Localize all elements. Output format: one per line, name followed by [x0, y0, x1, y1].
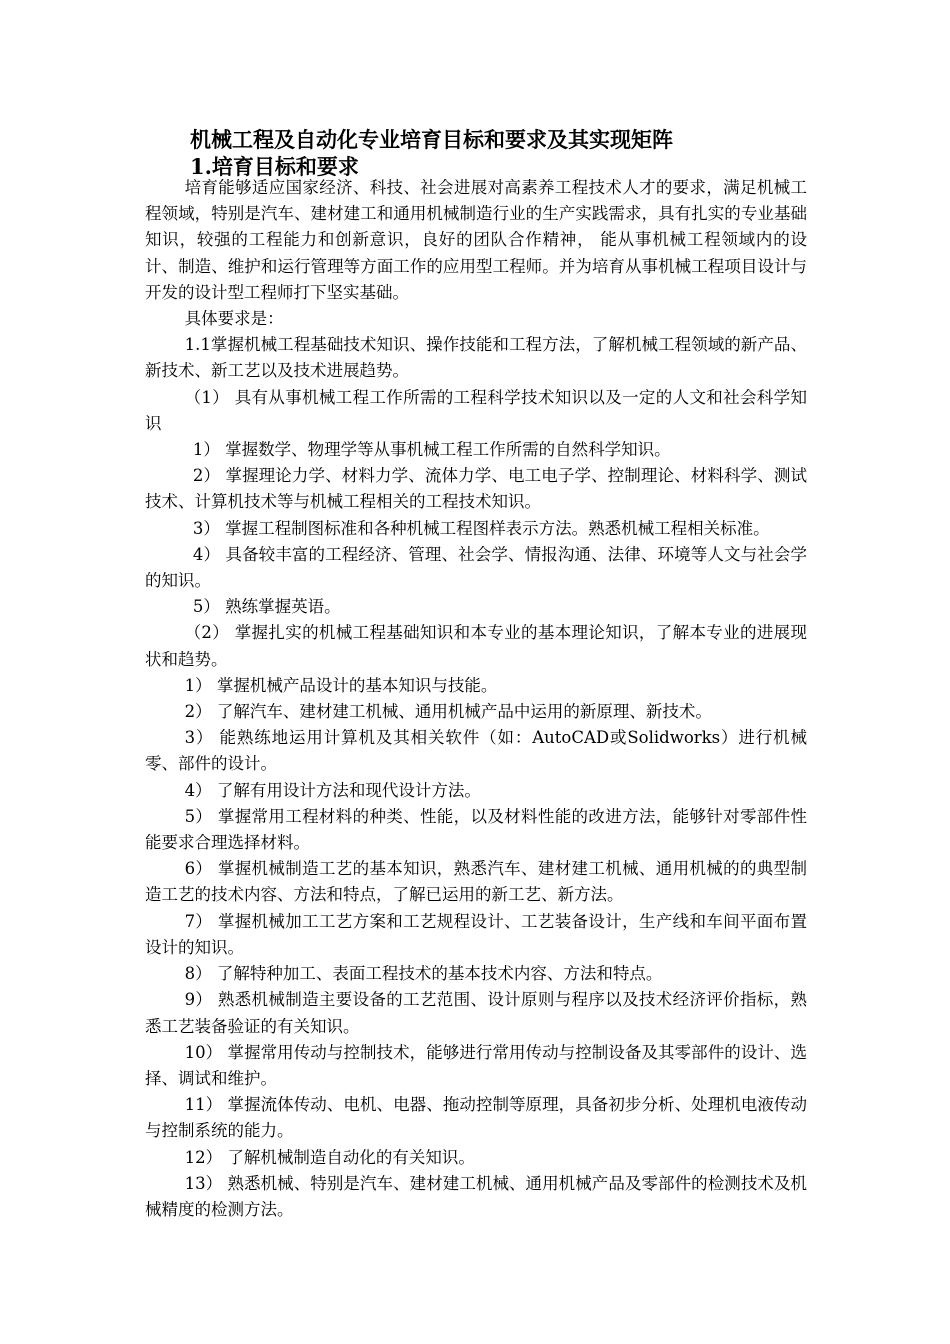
- paragraph-item: 11） 掌握流体传动、电机、电器、拖动控制等原理，具备初步分析、处理机电液传动与控制系统的能力。: [145, 1095, 807, 1141]
- paragraph-item: 8） 了解特种加工、表面工程技术的基本技术内容、方法和特点。: [184, 964, 663, 984]
- paragraph-req-group-1: （1） 具有从事机械工程工作所需的工程科学技术知识以及一定的人文和社会科学知识: [145, 387, 807, 433]
- paragraph-item: 1） 掌握数学、物理学等从事机械工程工作所需的自然科学知识。: [192, 440, 671, 460]
- paragraph-intro: 培育能够适应国家经济、科技、社会进展对高素养工程技术人才的要求，满足机械工程领域，特别是汽车、建材建工和通用机械制造行业的生产实践需求，具有扎实的专业基础知识，较强的工程能力和创新意识，良好的团队合作精神， 能从事机械工程领域内的设计、制造、维护和运行管理等方面工作的应用型工程师。并为培育从事机械工程项目设计与开发的设计型工程师打下坚实基础。: [145, 178, 807, 302]
- paragraph-item: 13） 熟悉机械、特别是汽车、建材建工机械、通用机械产品及零部件的检测技术及机械精度的检测方法。: [145, 1173, 807, 1219]
- paragraph-item: 6） 掌握机械制造工艺的基本知识，熟悉汽车、建材建工机械、通用机械的的典型制造工艺的技术内容、方法和特点，了解已运用的新工艺、新方法。: [145, 859, 807, 905]
- paragraph-item: 4） 具备较丰富的工程经济、管理、社会学、情报沟通、法律、环境等人文与社会学的知识。: [145, 544, 807, 591]
- paragraph-item: 12） 了解机械制造自动化的有关知识。: [184, 1147, 475, 1167]
- document-title: 机械工程及自动化专业培育目标和要求及其实现矩阵: [190, 127, 673, 152]
- paragraph-item: 2） 掌握理论力学、材料力学、流体力学、电工电子学、控制理论、材料科学、测试技术、计算机技术等与机械工程相关的工程技术知识。: [145, 466, 807, 512]
- paragraph-item: 5） 熟练掌握英语。: [192, 597, 341, 617]
- paragraph-item: 5） 掌握常用工程材料的种类、性能，以及材料性能的改进方法，能够针对零部件性能要求合理选择材料。: [145, 806, 807, 853]
- paragraph-item: 3） 掌握工程制图标准和各种机械工程图样表示方法。熟悉机械工程相关标准。: [192, 518, 770, 538]
- paragraph-item: 7） 掌握机械加工工艺方案和工艺规程设计、工艺装备设计，生产线和车间平面布置设计的知识。: [145, 911, 807, 957]
- section-heading: 1.培育目标和要求: [190, 154, 359, 179]
- paragraph-requirements-lead: 具体要求是：: [184, 309, 284, 329]
- paragraph-req-group-2: （2） 掌握扎实的机械工程基础知识和本专业的基本理论知识，了解本专业的进展现状和趋势。: [145, 623, 807, 669]
- paragraph-item: 3） 能熟练地运用计算机及其相关软件（如：AutoCAD或Solidworks）进行机械零、部件的设计。: [145, 728, 807, 774]
- paragraph-item: 4） 了解有用设计方法和现代设计方法。: [184, 780, 481, 800]
- paragraph-item: 10） 掌握常用传动与控制技术，能够进行常用传动与控制设备及其零部件的设计、选择、调试和维护。: [145, 1042, 807, 1088]
- paragraph-req-1-1: 1.1掌握机械工程基础技术知识、操作技能和工程方法，了解机械工程领域的新产品、新技术、新工艺以及技术进展趋势。: [145, 335, 807, 381]
- paragraph-item: 2） 了解汽车、建材建工机械、通用机械产品中运用的新原理、新技术。: [184, 702, 712, 722]
- body-text: [145, 175, 807, 1223]
- paragraph-item: 9） 熟悉机械制造主要设备的工艺范围、设计原则与程序以及技术经济评价指标，熟悉工艺装备验证的有关知识。: [145, 990, 807, 1036]
- paragraph-item: 1） 掌握机械产品设计的基本知识与技能。: [184, 675, 498, 695]
